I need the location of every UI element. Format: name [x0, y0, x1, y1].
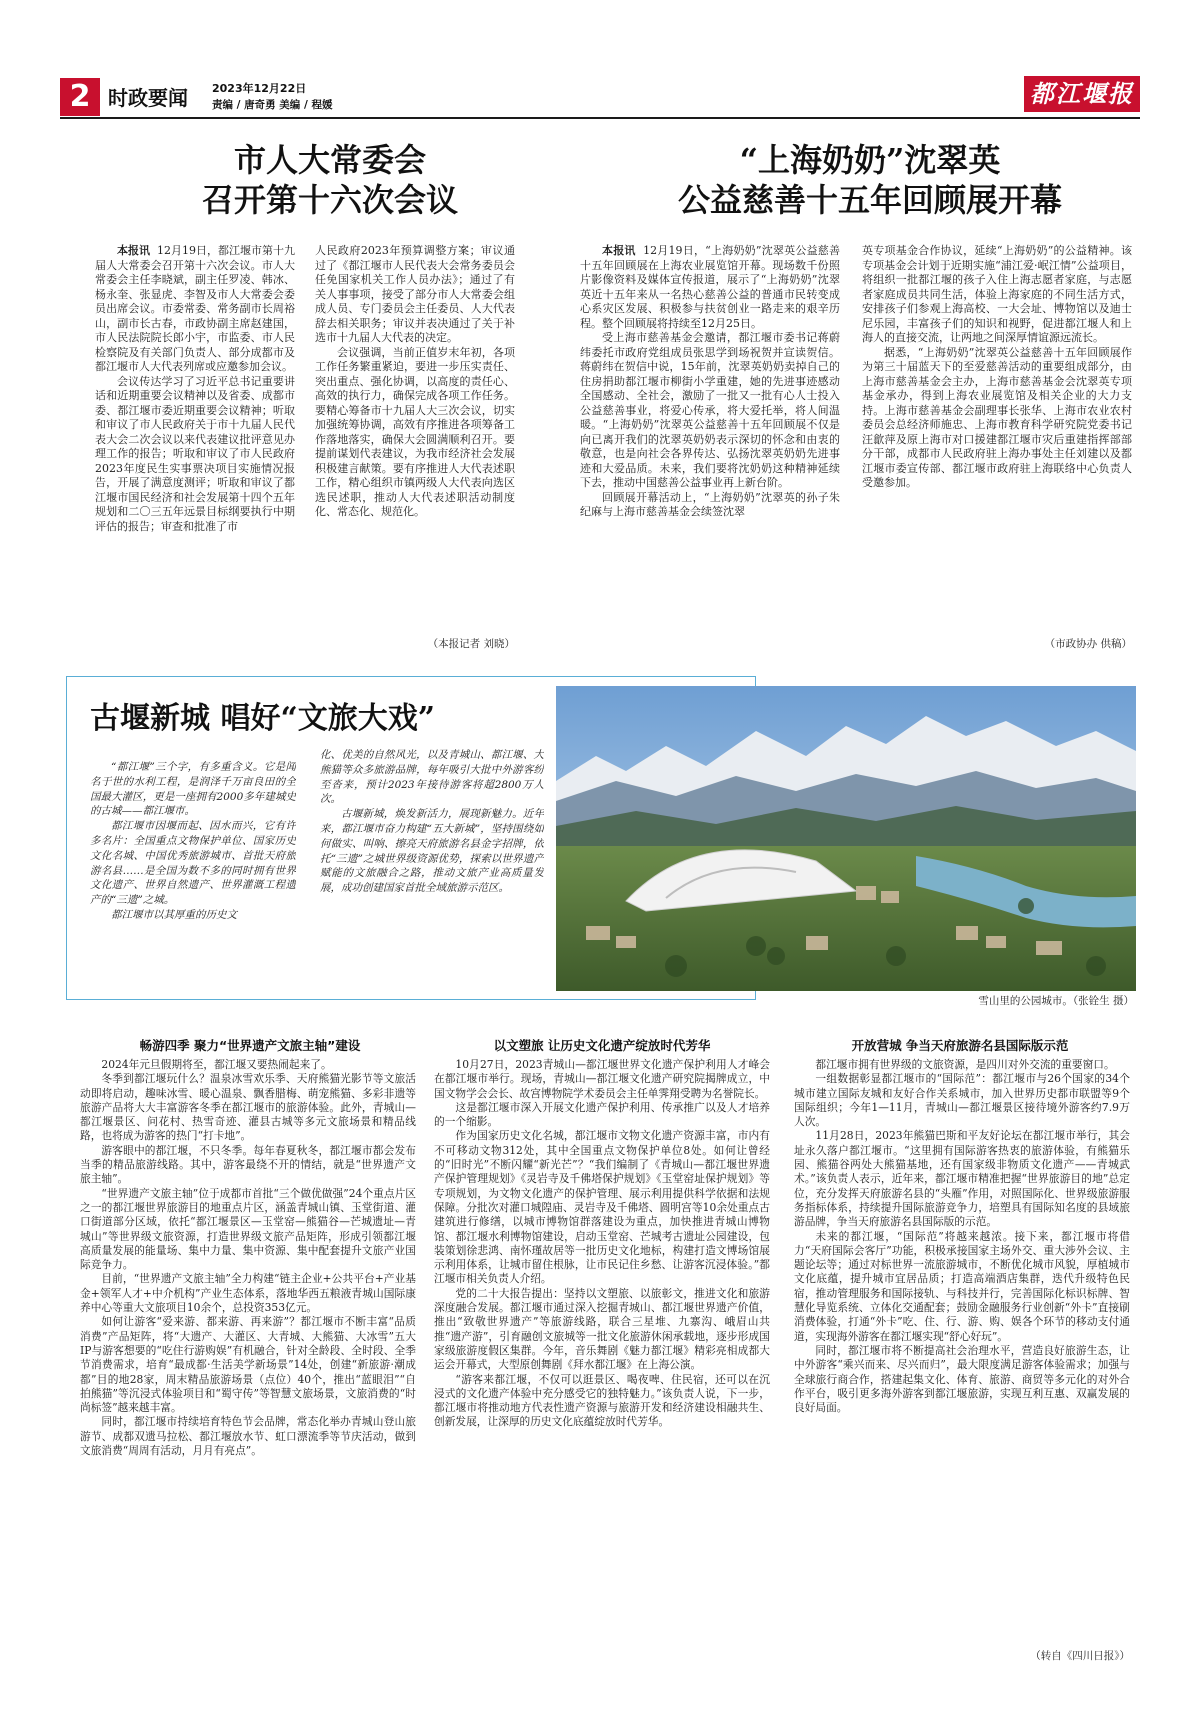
article1-title-line2: 召开第十六次会议 [201, 181, 458, 219]
sub2-body [434, 1058, 770, 1666]
article2-credit: （市政协办 供稿） [1044, 638, 1132, 650]
article1-lead: 本报讯 [117, 244, 150, 257]
sub2-p3: 作为国家历史文化名城，都江堰市文物文化遗产资源丰富，市内有不可移动文物312处，其中全国重点文物保护单位8处。如何让曾经的“旧时光”不断闪耀“新光芒”？“我们编制了《青城山—都江堰世界遗产保护管理规划》《灵岩寺及千佛塔保护规划》《玉堂窑址保护规划》等专项规划，为文物文化遗产的保护管理、展示利用提供科学依据和法规保障。分批次对灌口城隍庙、灵岩寺及千佛塔、圆明宫等10余处重点古建筑进行修缮，以城市博物馆群落建设为重点，加快推进青城山博物馆、都江堰水利博物馆建设，启动玉堂窑、芒城考古遗址公园建设，包装策划徐悲鸿、南怀瑾故居等一批历史文化地标，构建打造文博场馆展示利用体系，让城市留住根脉，让市民记住乡愁、让游客沉浸体验。”都江堰市相关负责人介绍。 [434, 1129, 770, 1286]
feature-intro-col2 [320, 748, 544, 996]
feature-intro-p4: 化、优美的自然风光，以及青城山、都江堰、大熊猫等众多旅游品牌，每年吸引大批中外游客纷至沓来，预计2023年接待游客将超2800万人次。 [320, 749, 544, 806]
feature-intro-p3: 都江堰市以其厚重的历史文 [111, 908, 237, 921]
article2-col2a: 英专项基金合作协议，延续“上海奶奶”的公益精神。该专项基金会计划于近期实施“浦江爱·岷江情”公益项目，将组织一批都江堰的孩子入住上海志愿者家庭，与志愿者家庭成员共同生活，体验上海家庭的不同生活方式，安排孩子们参观上海高校、一大会址、博物馆以及迪士尼乐园，丰富孩子们的知识和视野，促进都江堰人和上海人的直接交流，让两地之间深厚情谊源远流长。 [862, 244, 1132, 344]
article2-title-line2: 公益慈善十五年回顾展开幕 [677, 181, 1062, 219]
feature-title: 古堰新城 唱好“文旅大戏” [90, 701, 435, 736]
feature-intro-p5: 古堰新城，焕发新活力，展现新魅力。近年来，都江堰市奋力构建“五大新城”，坚持围绕如何做实、叫响、擦亮天府旅游名县金字招牌，依托“三遗”之城世界级资源优势，探索以世界遗产赋能的文旅融合之路，推动文旅产业高质量发展，成功创建国家首批全域旅游示范区。 [320, 808, 544, 895]
sub3-credit: （转自《四川日报》） [1030, 1650, 1130, 1662]
article2-col1 [580, 244, 840, 656]
article2-col2 [862, 244, 1132, 634]
masthead-editors: 责编 / 唐奇勇 美编 / 程媛 [212, 99, 333, 111]
sub1-p1: 2024年元旦假期将至，都江堰又要热闹起来了。 [101, 1058, 332, 1071]
sub3-p5: 同时，都江堰市将不断提高社会治理水平，营造良好旅游生态，让中外游客“乘兴而来、尽兴而归”，最大限度满足游客体验需求；加强与全球旅行商合作，搭建起集文化、体育、旅游、商贸等多元化的对外合作平台，吸引更多海外游客到都江堰旅游，实现互利互惠、双赢发展的良好局面。 [794, 1343, 1130, 1415]
sub3-title: 开放营城 争当天府旅游名县国际版示范 [851, 1038, 1069, 1053]
sub2-p4: 党的二十大报告提出：坚持以文塑旅、以旅彰文，推进文化和旅游深度融合发展。都江堰市通过深入挖掘青城山、都江堰世界遗产价值，推出“致敬世界遗产”等旅游线路，联合三星堆、九寨沟、峨眉山共推“遗产游”，引育融创文旅城等一批文化旅游休闲承载地，逐步形成国家级旅游度假区集群。今年，音乐舞剧《魅力都江堰》精彩亮相成都大运会开幕式，大型原创舞剧《拜水都江堰》在上海公演。 [434, 1286, 770, 1372]
article2-col1c: 回顾展开幕活动上，“上海奶奶”沈翠英的孙子朱纪麻与上海市慈善基金会续签沈翠 [580, 490, 840, 518]
article1-title [60, 140, 600, 220]
sub3-p1: 都江堰市拥有世界级的文旅资源，是四川对外交流的重要窗口。 [815, 1058, 1115, 1071]
page-number-badge: 2 [60, 78, 100, 116]
sub3-p4: 未来的都江堰，“国际范”将越来越浓。接下来，都江堰市将借力“天府国际会客厅”功能，积极承接国家主场外交、重大涉外会议、主题论坛等；通过对标世界一流旅游城市，不断优化城市风貌，厚植城市文化底蕴，提升城市宜居品质；打造高端酒店集群，迭代升级特色民宿，推动管理服务和国际接轨、与科技并行，完善国际化标识标牌、智慧化导览系统、立体化交通配套；鼓励金融服务行业创新“外卡”直接刷消费体验，打通“外卡”吃、住、行、游、购、娱各个环节的移动支付通道，实现海外游客在都江堰实现“舒心好玩”。 [794, 1229, 1130, 1343]
sub1-title: 畅游四季 聚力“世界遗产文旅主轴”建设 [139, 1038, 361, 1053]
sub1-p4: “世界遗产文旅主轴”位于成都市首批“三个做优做强”24个重点片区之一的都江堰世界旅游目的地重点片区，涵盖青城山镇、玉堂街道、灌口街道部分区域，依托“都江堰景区—玉堂窑—熊猫谷—芒城遗址—青城山”等世界级文旅资源，打造世界级文旅产品矩阵，形成引领都江堰高质量发展的能量场、集中力量、集中资源、集中配套提升文旅产业国际竞争力。 [80, 1186, 416, 1272]
masthead-rule [60, 117, 1140, 119]
article2-col1-text: 12月19日，“上海奶奶”沈翠英公益慈善十五年回顾展在上海农业展览馆开幕。现场数千份照片影像资料及媒体宣传报道，展示了“上海奶奶”沈翠英近十五年来从一名热心慈善公益的普通市民转变成心系灾区发展、积极参与扶贫创业一路走来的艰辛历程。整个回顾展将持续至12月25日。 [580, 244, 840, 330]
article2-title [600, 140, 1140, 220]
article1-col1b: 会议传达学习了习近平总书记重要讲话和近期重要会议精神以及省委、成都市委、都江堰市委近期重要会议精神；听取和审议了市人民政府关于市十九届人民代表大会二次会议以来代表建议批评意见办理工作的报告；听取和审议了市人民政府2023年度民生实事票决项目实施情况报告，开展了满意度测评；听取和审议了都江堰市国民经济和社会发展第十四个五年规划和二〇三五年远景目标纲要执行中期评估的报告；审查和批准了市 [95, 374, 295, 533]
feature-photo [556, 686, 1136, 991]
sub2-title: 以文塑旅 让历史文化遗产绽放时代芳华 [493, 1038, 711, 1053]
article1-col1 [95, 244, 295, 656]
article2-title-line1: “上海奶奶”沈翠英 [739, 141, 1001, 179]
sub3-body [794, 1058, 1130, 1642]
article2-col2b: 据悉，“上海奶奶”沈翠英公益慈善十五年回顾展作为第三十届蓝天下的至爱慈善活动的重要组成部分，由上海市慈善基金会主办，上海市慈善基金会沈翠英专项基金承办，得到上海农业展览馆及相关企业的大力支持。上海市慈善基金会副理事长张华、上海市农业农村委员会总经济师施忠、上海市教育科学研究院党委书记汪歙萍及原上海市对口援建都江堰市灾后重建指挥部部分干部，成都市人民政府驻上海办事处主任刘建以及都江堰市委宣传部、都江堰市政府驻上海联络中心负责人受邀参加。 [862, 345, 1132, 489]
sub1-p5: 目前，“世界遗产文旅主轴”全力构建“链主企业+公共平台+产业基金+领军人才+中介机构”产业生态体系，落地华西五粮液青城山国际康养中心等重大文旅项目10余个，总投资353亿元。 [80, 1272, 416, 1315]
sub1-body [80, 1058, 416, 1666]
article1-col2b: 会议强调，当前正值岁末年初，各项工作任务繁重紧迫，要进一步压实责任、突出重点、强化协调，以高度的责任心、高效的执行力，确保完成各项工作任务。要精心筹备市十九届人大三次会议，切实加强统筹协调，高效有序推进各项筹备工作落地落实，确保大会圆满顺利召开。要提前谋划代表建议，为我市经济社会发展积极建言献策。要有序推进人大代表述职工作，精心组织市镇两级人大代表向选区选民述职，推动人大代表述职活动制度化、常态化、规范化。 [315, 345, 515, 518]
section-name: 时政要闻 [108, 86, 188, 110]
sub1-p3: 游客眼中的都江堰，不只冬季。每年春夏秋冬，都江堰市都会发布当季的精品旅游线路。其中，游客最绕不开的情结，就是“世界遗产文旅主轴”。 [80, 1143, 416, 1186]
sub1-p6: 如何让游客“爱来游、都来游、再来游”？都江堰市不断丰富“品质消费”产品矩阵，将“大遗产、大灌区、大青城、大熊猫、大冰雪”五大IP与游客想要的“吃住行游购娱”有机融合，针对全龄段、全时段、全季节消费需求，培育“最成都·生活美学新场景”14处，创建“新旅游·潮成都”目的地28家，周末精品旅游场景（点位）40个，推出“蓝眼泪”“自拍熊猫”等沉浸式体验项目和“蜀守传”等智慧文旅场景，文旅消费的“时尚标签”越来越丰富。 [80, 1315, 416, 1415]
feature-photo-caption: 雪山里的公园城市。（张铨生 摄） [978, 995, 1134, 1007]
feature-intro-col1 [90, 760, 296, 996]
feature-intro-p2: 都江堰市因堰而起、因水而兴，它有许多名片：全国重点文物保护单位、国家历史文化名城、中国优秀旅游城市、首批天府旅游名县……是全国为数不多的同时拥有世界文化遗产、世界自然遗产、世界灌溉工程遗产的“三遗”之城。 [90, 820, 296, 907]
sub1-p2: 冬季到都江堰玩什么？温泉冰雪欢乐季、天府熊猫光影节等文旅活动即将启动，趣味冰雪、暖心温泉、飘香腊梅、萌宠熊猫、多彩非遗等旅游产品将大大丰富游客冬季在都江堰市的旅游体验。此外，青城山—都江堰景区、问花村、热雪奇迹、灌县古城等多元文旅场景和精品线路，也将成为游客的热门“打卡地”。 [80, 1072, 416, 1143]
sub2-p1: 10月27日，2023青城山—都江堰世界文化遗产保护利用人才峰会在都江堰市举行。现场，青城山—都江堰文化遗产研究院揭牌成立，中国文物学会会长、故宫博物院学术委员会主任单霁翔受聘为名誉院长。 [434, 1058, 770, 1100]
paper-logo: 都江堰报 [1024, 76, 1140, 112]
sub1-p7: 同时，都江堰市持续培育特色节会品牌，常态化举办青城山登山旅游节、成都双遗马拉松、都江堰放水节、虹口漂流季等节庆活动，做到文旅消费“周周有活动，月月有亮点”。 [80, 1415, 416, 1458]
article1-col1-text: 12月19日，都江堰市第十九届人大常委会召开第十六次会议。市人大常委会主任李晓斌，副主任罗凌、韩冰、杨永奎、张显虎、李智及市人大常委会委员出席会议。市委常委、常务副市长周裕山，副市长古春，市政协副主席赵建国，市人民法院院长郎小宇，市监委、市人民检察院及有关部门负责人、部分成都市及都江堰市人大代表列席或应邀参加会议。 [95, 244, 295, 373]
sub2-p5: “游客来都江堰，不仅可以逛景区、喝夜啤、住民宿，还可以在沉浸式的文化遗产体验中充分感受它的独特魅力。”该负责人说，下一步，都江堰市将推动地方代表性遗产资源与旅游开发和经济建设相融共生、创新发展，让深厚的历史文化底蕴绽放时代芳华。 [434, 1372, 770, 1429]
article2-col1b: 受上海市慈善基金会邀请，都江堰市委书记蒋蔚纬委托市政府党组成员张思学到场祝贺并宣读贺信。蒋蔚纬在贺信中说，15年前，沈翠英奶奶卖掉自己的住房捐助都江堰市柳街小学重建，她的先进事迹感动全国感动、全社会，激励了一批又一批有心人士投入公益慈善事业，将爱心传承，将大爱托举，将人间温暖。“上海奶奶”沈翠英公益慈善十五年回顾展不仅是向已离开我们的沈翠英奶奶表示深切的怀念和由衷的敬意，也是向社会各界传达、弘扬沈翠英奶奶先进事迹和大爱品质。未来，我们要将沈奶奶这种精神延续下去，推动中国慈善公益事业再上新台阶。 [580, 331, 840, 489]
article1-credit: （本报记者 刘晓） [427, 638, 515, 650]
sub3-p2: 一组数据彰显都江堰市的“国际范”：都江堰市与26个国家的34个城市建立国际友城和友好合作关系城市，加入世界历史都市联盟等9个国际组织；今年1—11月，青城山—都江堰景区接待境外游客约7.9万人次。 [794, 1072, 1130, 1129]
article1-col2a: 人民政府2023年预算调整方案；审议通过了《都江堰市人民代表大会常务委员会任免国家机关工作人员办法》；通过了有关人事事项，接受了部分市人大常委会组成人员、专门委员会主任委员、人大代表辞去相关职务；审议并表决通过了关于补选市十九届人大代表的决定。 [315, 244, 515, 344]
sub3-p3: 11月28日，2023年熊猫巴斯和平友好论坛在都江堰市举行，其会址永久落户都江堰市。“这里拥有国际游客热衷的旅游体验，有熊猫乐园、熊猫谷两处大熊猫基地，还有国家级非物质文化遗产——青城武术。”该负责人表示，近年来，都江堰市精准把握“世界旅游目的地”总定位，充分发挥天府旅游名县的“头雁”作用，对照国际化、世界级旅游服务指标体系，持续提升国际旅游竞争力，培塑具有国际知名度的县域旅游品牌，争当天府旅游名县国际版的示范。 [794, 1129, 1130, 1229]
article1-col2 [315, 244, 515, 634]
feature-intro-p1: “都江堰”三个字，有多重含义。它是闻名于世的水利工程，是润泽千万亩良田的全国最大灌区，更是一座拥有2000多年建城史的古城——都江堰市。 [90, 761, 296, 818]
masthead-date: 2023年12月22日 [212, 82, 307, 95]
sub2-p2: 这是都江堰市深入开展文化遗产保护利用、传承推广以及人才培养的一个缩影。 [434, 1100, 770, 1129]
article2-lead: 本报讯 [602, 244, 636, 257]
article1-title-line1: 市人大常委会 [233, 141, 426, 179]
